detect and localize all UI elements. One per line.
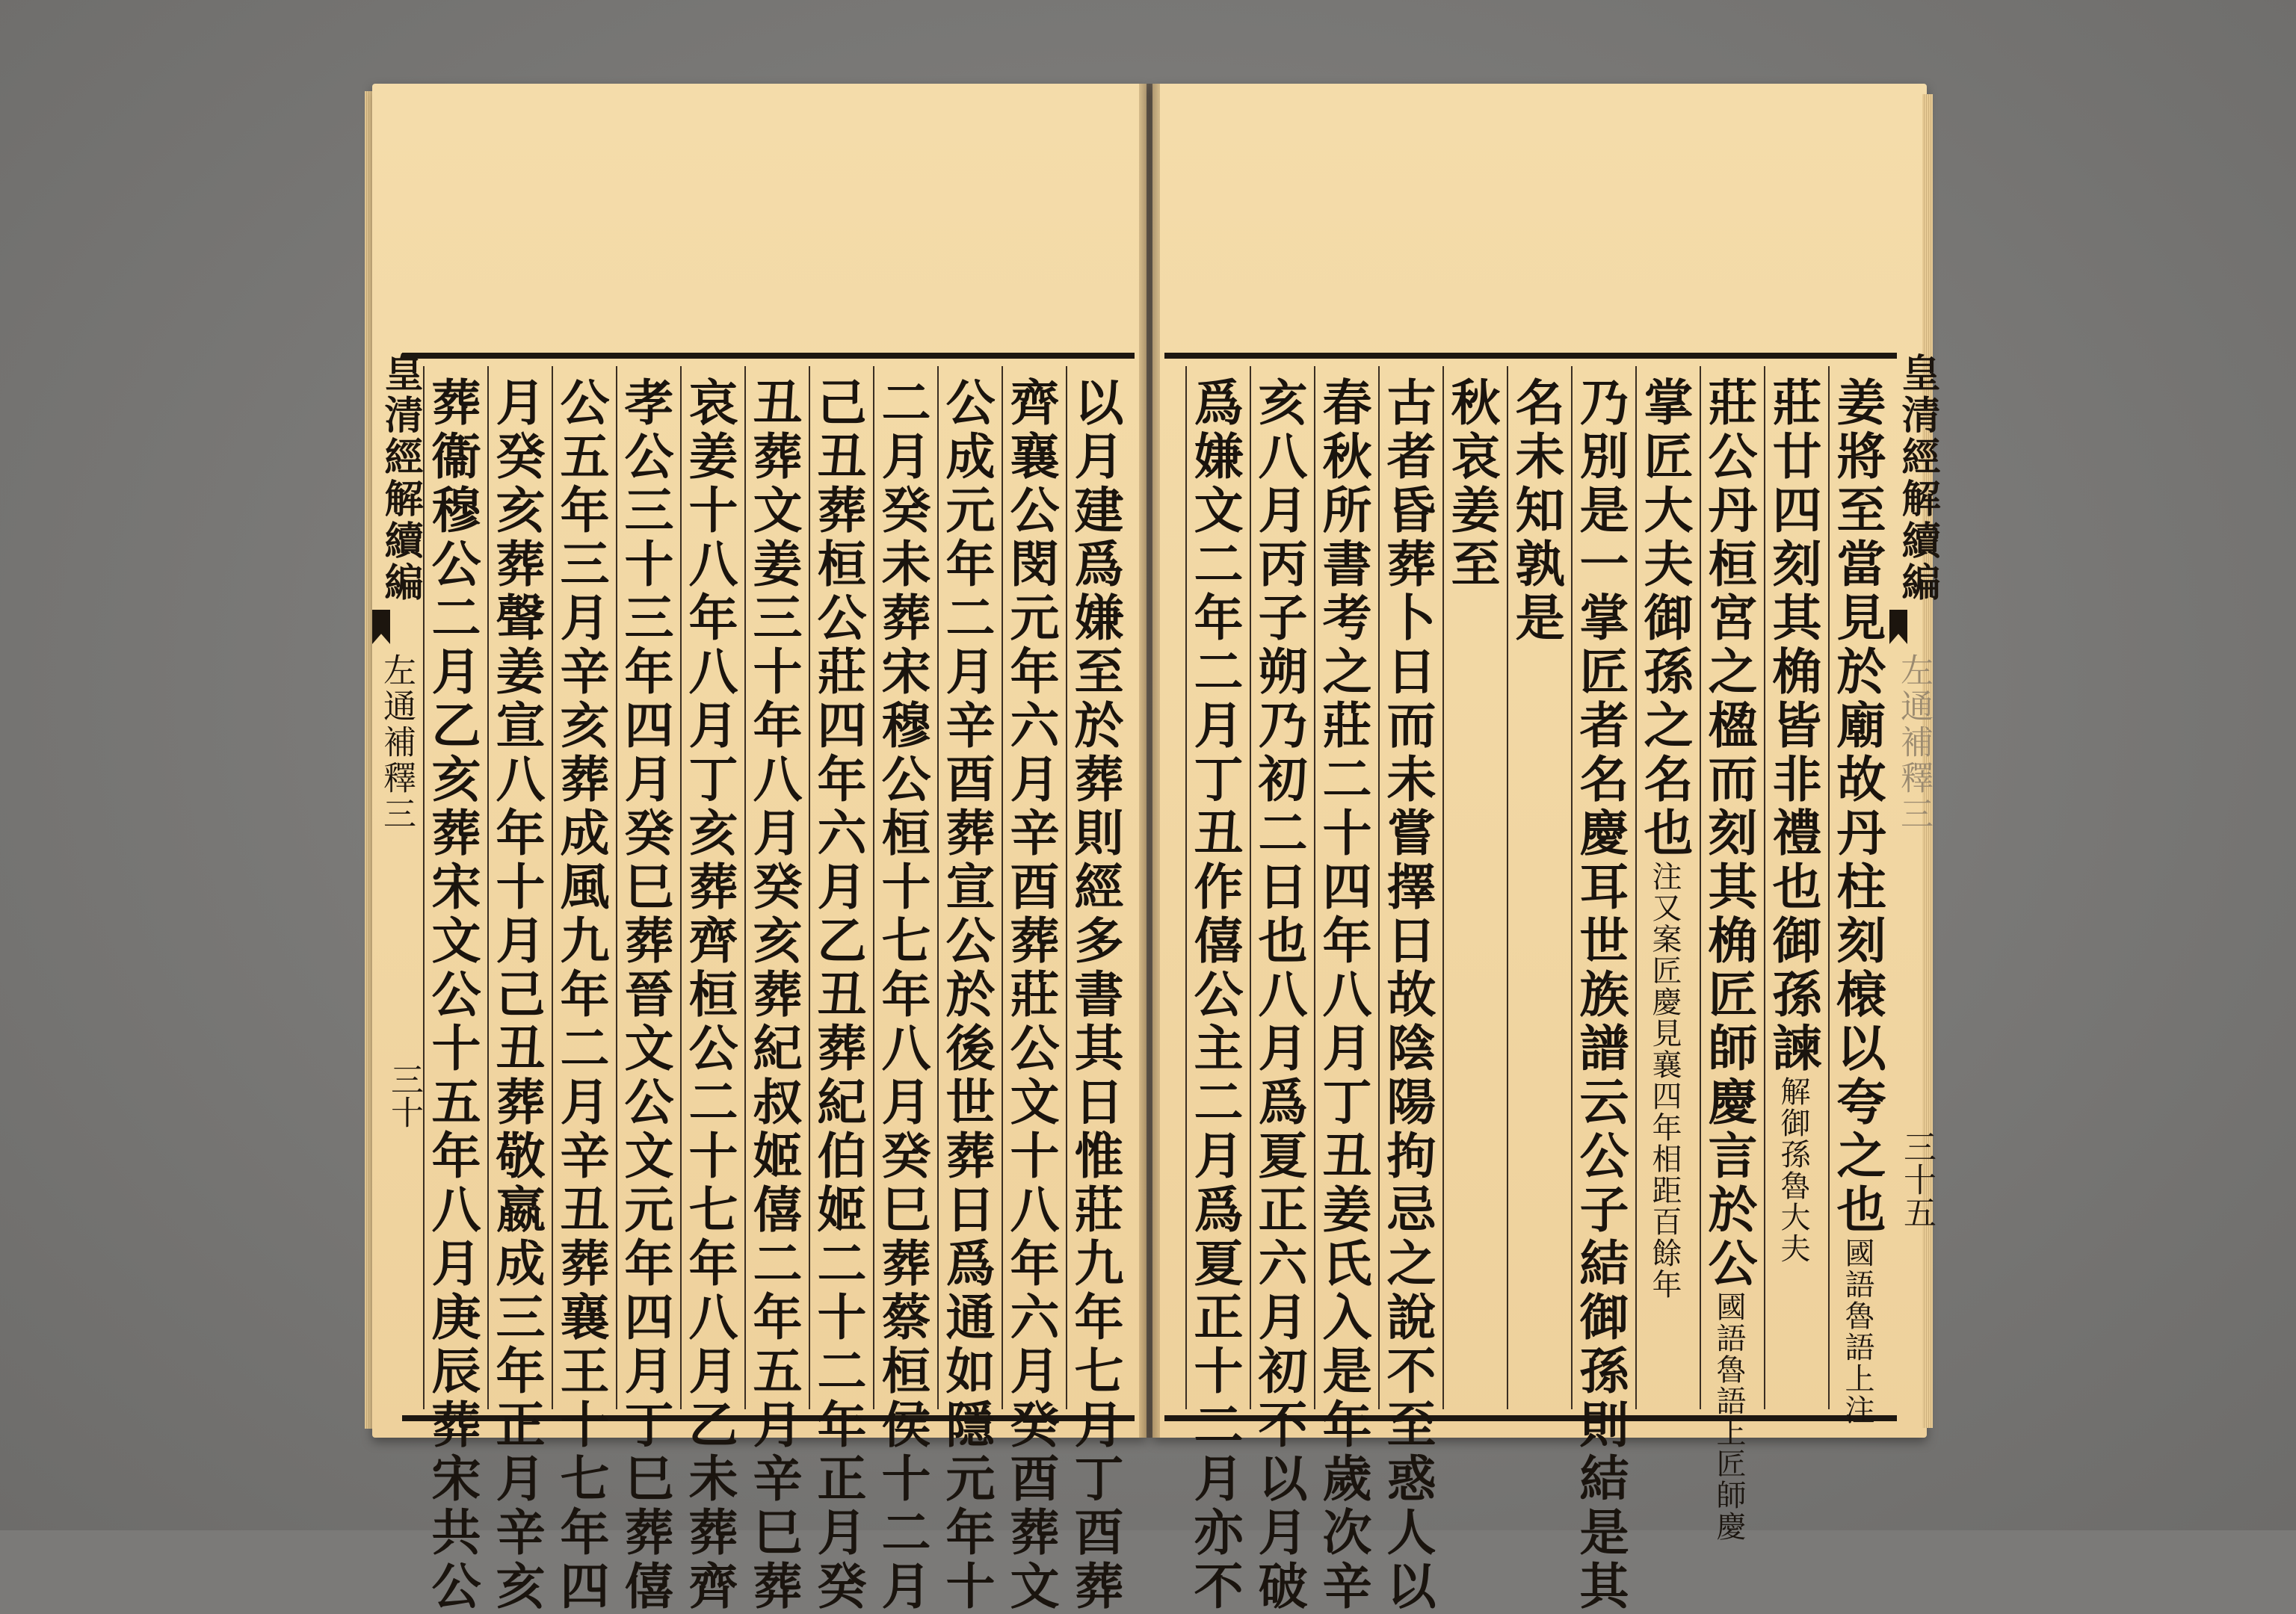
column-main-text: 秋哀姜至 <box>1442 377 1501 592</box>
text-column <box>1828 366 1886 1426</box>
column-text: 公成元年二月辛酉葬宣公於後世葬日爲通如隱元年十 <box>937 377 996 1614</box>
text-column <box>680 366 738 1614</box>
column-main-text: 姜將至當見於廟故丹柱刻榱以夸之也 <box>1828 377 1886 1237</box>
left-margin-subtitle: 左通補釋三 <box>377 653 416 832</box>
text-column <box>937 366 996 1614</box>
text-column <box>1764 366 1822 1409</box>
column-text: 哀姜十八年八月丁亥葬齊桓公二十七年八月乙未葬齊 <box>680 377 738 1614</box>
column-main-text: 乃別是一掌匠者名慶耳世族譜云公子結御孫則結是其 <box>1571 377 1629 1614</box>
book-gutter <box>1139 84 1160 1438</box>
column-main-text: 莊公丹桓宮之楹而刻其桷匠師慶言於公 <box>1700 377 1758 1291</box>
text-column <box>1571 366 1629 1614</box>
column-text: 齊襄公閔元年六月辛酉葬莊公文十八年六月癸酉葬文 <box>1002 377 1060 1614</box>
text-column <box>809 366 867 1614</box>
text-column <box>1700 366 1758 1542</box>
text-column <box>1507 366 1565 1409</box>
text-column <box>1185 366 1244 1614</box>
right-margin-title: 皇清經解續編 <box>1895 353 1940 604</box>
text-column <box>1066 366 1124 1614</box>
text-column <box>1250 366 1308 1614</box>
right-margin-subtitle: 左通補釋三 <box>1895 653 1933 832</box>
right-page-number: 三十五 <box>1898 1130 1936 1228</box>
fishtail-mark-icon <box>372 610 390 644</box>
column-annotation: 解御孫魯大夫 <box>1776 1076 1810 1264</box>
text-column <box>1314 366 1372 1614</box>
column-text: 二月癸未葬宋穆公桓十七年八月癸巳葬蔡桓侯十二月 <box>873 377 931 1614</box>
text-column <box>552 366 610 1614</box>
left-margin-title: 皇清經解續編 <box>377 353 423 604</box>
column-main-text: 古者昏葬卜日而未嘗擇日故陰陽拘忌之說不至惑人以 <box>1378 377 1436 1614</box>
text-column <box>616 366 674 1614</box>
column-annotation: 國語魯語上注 <box>1840 1237 1874 1426</box>
text-column <box>1002 366 1060 1614</box>
column-main-text: 爲嫌文二年二月丁丑作僖公主二月爲夏正十二月亦不 <box>1185 377 1244 1614</box>
column-annotation: 注又案匠慶見襄四年相距百餘年 <box>1647 861 1682 1300</box>
text-column <box>873 366 931 1614</box>
left-text-frame <box>402 353 1135 1614</box>
column-main-text: 莊廿四刻其桷皆非禮也御孫諫 <box>1764 377 1822 1076</box>
right-text-frame <box>1164 353 1897 1614</box>
fishtail-mark-icon <box>1889 610 1907 644</box>
column-main-text: 春秋所書考之莊二十四年八月丁丑姜氏入是年歲次辛 <box>1314 377 1372 1614</box>
text-column <box>744 366 803 1614</box>
column-text: 葬衞穆公二月乙亥葬宋文公十五年八月庚辰葬宋共公 <box>423 377 481 1614</box>
column-main-text: 名未知孰是 <box>1507 377 1565 646</box>
right-margin-column <box>1889 353 1940 1399</box>
text-column <box>1378 366 1436 1614</box>
column-text: 孝公三十三年四月癸巳葬晉文公文元年四月丁巳葬僖 <box>616 377 674 1614</box>
column-main-text: 亥八月丙子朔乃初二日也八月爲夏正六月初不以月破 <box>1250 377 1308 1614</box>
column-annotation: 國語魯語上匠師慶 <box>1712 1291 1746 1542</box>
column-text: 以月建爲嫌至於葬則經多書其日惟莊九年七月丁酉葬 <box>1066 377 1124 1614</box>
column-main-text: 掌匠大夫御孫之名也 <box>1635 377 1694 861</box>
left-page-number: 三十 <box>385 1063 423 1128</box>
text-column <box>487 366 546 1614</box>
text-column <box>1442 366 1501 1409</box>
column-text: 丑葬文姜三十年八月癸亥葬紀叔姬僖二年五月辛巳葬 <box>744 377 803 1614</box>
column-text: 己丑葬桓公莊四年六月乙丑葬紀伯姬二十二年正月癸 <box>809 377 867 1614</box>
text-column <box>1635 366 1694 1409</box>
column-text: 公五年三月辛亥葬成風九年二月辛丑葬襄王十七年四 <box>552 377 610 1614</box>
open-book <box>372 84 1940 1614</box>
column-text: 月癸亥葬聲姜宣八年十月己丑葬敬嬴成三年正月辛亥 <box>487 377 546 1614</box>
text-column <box>423 366 481 1614</box>
